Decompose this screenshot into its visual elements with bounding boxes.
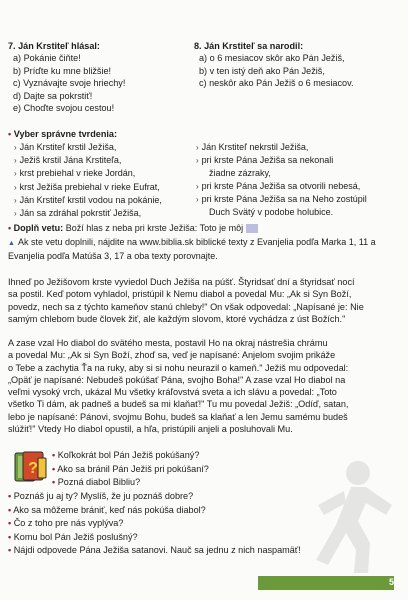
paragraph-line: povedz, nech sa z týchto kameňov stanú chleby!" On však odpovedal: „Napísané je: Nie [8,301,364,312]
arrow-icon: › [14,169,17,179]
question-7-option[interactable]: d) Dajte sa pokrstiť! [13,90,93,101]
question-item: • Pozná diabol Bibliu? [52,477,141,487]
question-7-title: 7. Ján Krstiteľ hlásal: [8,41,100,51]
question-7 [8,40,125,114]
arrow-icon: › [196,181,199,191]
question-8-option[interactable]: c) neskôr ako Pán Ježiš o 6 mesiacov. [199,78,354,89]
paragraph-line: a povedal Mu: „Ak si Syn Boží, zhoď sa, veď je napísané: Anjelom svojim prikáže [8,350,336,361]
statement-item[interactable]: › Ján Krstiteľ krstil Ježiša, [14,142,117,152]
bullet-icon: • [52,463,56,474]
arrow-icon: › [14,182,17,192]
question-item: • Čo z toho pre nás vyplýva? [8,518,124,528]
statements-left [14,141,162,220]
arrow-icon: › [196,194,199,204]
arrow-icon: › [14,195,17,205]
running-figure-icon [296,455,396,575]
questions-indented [52,449,209,490]
paragraph-line: slúžiť!" Vtedy Ho diabol opustil, a hľa, pristúpili anjeli a posluhovali Mu. [8,423,293,434]
statement-item[interactable]: › Ján Krstiteľ nekrstil Ježiša, [196,142,309,152]
footer-bar [258,576,394,590]
question-8 [194,40,354,90]
paragraph-line: A zase vzal Ho diabol do svätého mesta, postavil Ho na okraj nástrešia chrámu [8,338,328,348]
question-8-title: 8. Ján Krstiteľ sa narodil: [194,41,304,51]
question-item: • Komu bol Pán Ježiš poslušný? [8,531,138,542]
question-item: • Nájdi odpovede Pána Ježiša satanovi. Nauč sa jednu z nich naspamäť! [8,545,301,555]
fill-sentence-text: Boží hlas z neba pri krste Ježiša: Toto je môj [65,223,244,233]
bullet-icon: • [52,450,56,460]
question-7-option[interactable]: c) Vyznávajte svoje hriechy! [13,78,126,89]
statement-item-continuation: žiadne zázraky, [209,168,271,179]
question-7-option[interactable]: e) Choďte svojou cestou! [13,103,115,114]
book-icon [14,450,48,484]
fill-sentence-label: Doplň vetu: [13,223,64,233]
story-paragraph-1 [8,276,400,325]
bullet-icon: • [8,531,12,542]
question-8-option[interactable]: b) v ten istý deň ako Pán Ježiš, [199,65,325,76]
bullet-icon: • [8,545,12,555]
bullet-icon: • [8,518,12,528]
paragraph-line: o Tebe a zachytia Ťa na ruky, aby si si nohu neurazil o kameň." Ježiš mu odpovedal: [8,362,349,373]
page-number: 5 [388,577,394,587]
statement-item[interactable]: › krst Ježiša prebiehal v rieke Eufrat, [14,181,160,192]
statement-item[interactable]: › pri krste Pána Ježiša sa nekonali [196,155,334,166]
arrow-icon: › [196,156,199,166]
story-paragraph-2 [8,337,400,435]
bullet-icon: • [8,223,12,233]
arrow-icon: › [14,209,17,219]
statement-item[interactable]: › Ján Krstiteľ krstil vodou na pokánie, [14,194,162,205]
fill-in-blank[interactable] [246,224,258,233]
statement-item[interactable]: › pri krste Pána Ježiša sa otvorili nebesá, [196,180,361,191]
paragraph-line: sa postil. Keď potom vyhladol, pristúpil k Nemu diabol a povedal Mu: „Ak si Syn Boží, [8,289,352,300]
statement-item-continuation: Duch Svätý v podobe holubice. [209,207,334,218]
bullet-icon: • [8,129,12,139]
paragraph-line: samým chlebom bude človek žiť, ale každým slovom, ktoré vychádza z úst Božích." [8,313,346,324]
bullet-icon: • [8,504,12,515]
question-item: • Ako sa bránil Pán Ježiš pri pokúšaní? [52,463,209,474]
arrow-icon: › [196,143,199,152]
statement-item[interactable]: › Ján sa zdráhal pokrstiť Ježiša, [14,208,142,219]
statement-item[interactable]: › krst prebiehal v rieke Jordán, [14,168,136,179]
triangle-icon: ▲ [8,240,15,247]
question-item: • Poznáš ju aj ty? Myslíš, že ju poznáš dobre? [8,491,194,501]
questions-list [8,490,301,558]
paragraph-line: „Opäť je napísané: Nebudeš pokúšať Pána, svojho Boha!" A zase vzal Ho diabol na [8,374,346,385]
svg-text:?: ? [28,460,38,477]
paragraph-line: lebo je napísané: Pánovi, svojmu Bohu, budeš sa klaňať a len Jemu samému budeš [8,411,348,422]
bullet-icon: • [52,477,56,487]
fill-sentence [8,222,400,234]
paragraph-line: Ihneď po Ježišovom krste vyviedol Duch Ježiša na púšť. Štyridsať dní a štyridsať nocí [8,277,355,287]
question-item: • Ako sa môžeme brániť, keď nás pokúša diabol? [8,504,206,515]
arrow-icon: › [14,156,17,166]
paragraph-line: veľmi vysoký vrch, ukázal Mu všetky kráľovstvá sveta a ich slávu a povedal: „Toto [8,387,337,397]
statement-item[interactable]: › Ježiš krstil Jána Krstiteľa, [14,155,122,166]
question-item: • Koľkokrát bol Pán Ježiš pokúšaný? [52,450,200,460]
paragraph-line: všetko Ti dám, ak padneš a budeš sa mi klaňať!" Tu mu povedal Ježiš: „Odíď, satan, [8,399,349,410]
question-7-option[interactable]: b) Príďte ku mne bližšie! [13,65,112,76]
statements-right [196,141,367,218]
bullet-icon: • [8,491,12,501]
web-note-text: Ak ste vetu doplnili, nájdite na www.biblia.sk biblické texty z Evanjelia podľa Marka 1, 11 a Evanjelia podľa Matúša 3, 17 a oba texty porovnajte. [8,237,376,262]
question-7-option[interactable]: a) Pokánie čiňte! [13,53,81,64]
choose-statements-title: Vyber správne tvrdenia: [13,129,117,139]
web-note [8,236,396,262]
question-8-option[interactable]: a) o 6 mesiacov skôr ako Pán Ježiš, [199,53,345,64]
statement-item[interactable]: › pri krste Pána Ježiša sa na Neho zostúpil [196,193,367,204]
choose-statements-heading [8,128,117,140]
arrow-icon: › [14,143,17,152]
